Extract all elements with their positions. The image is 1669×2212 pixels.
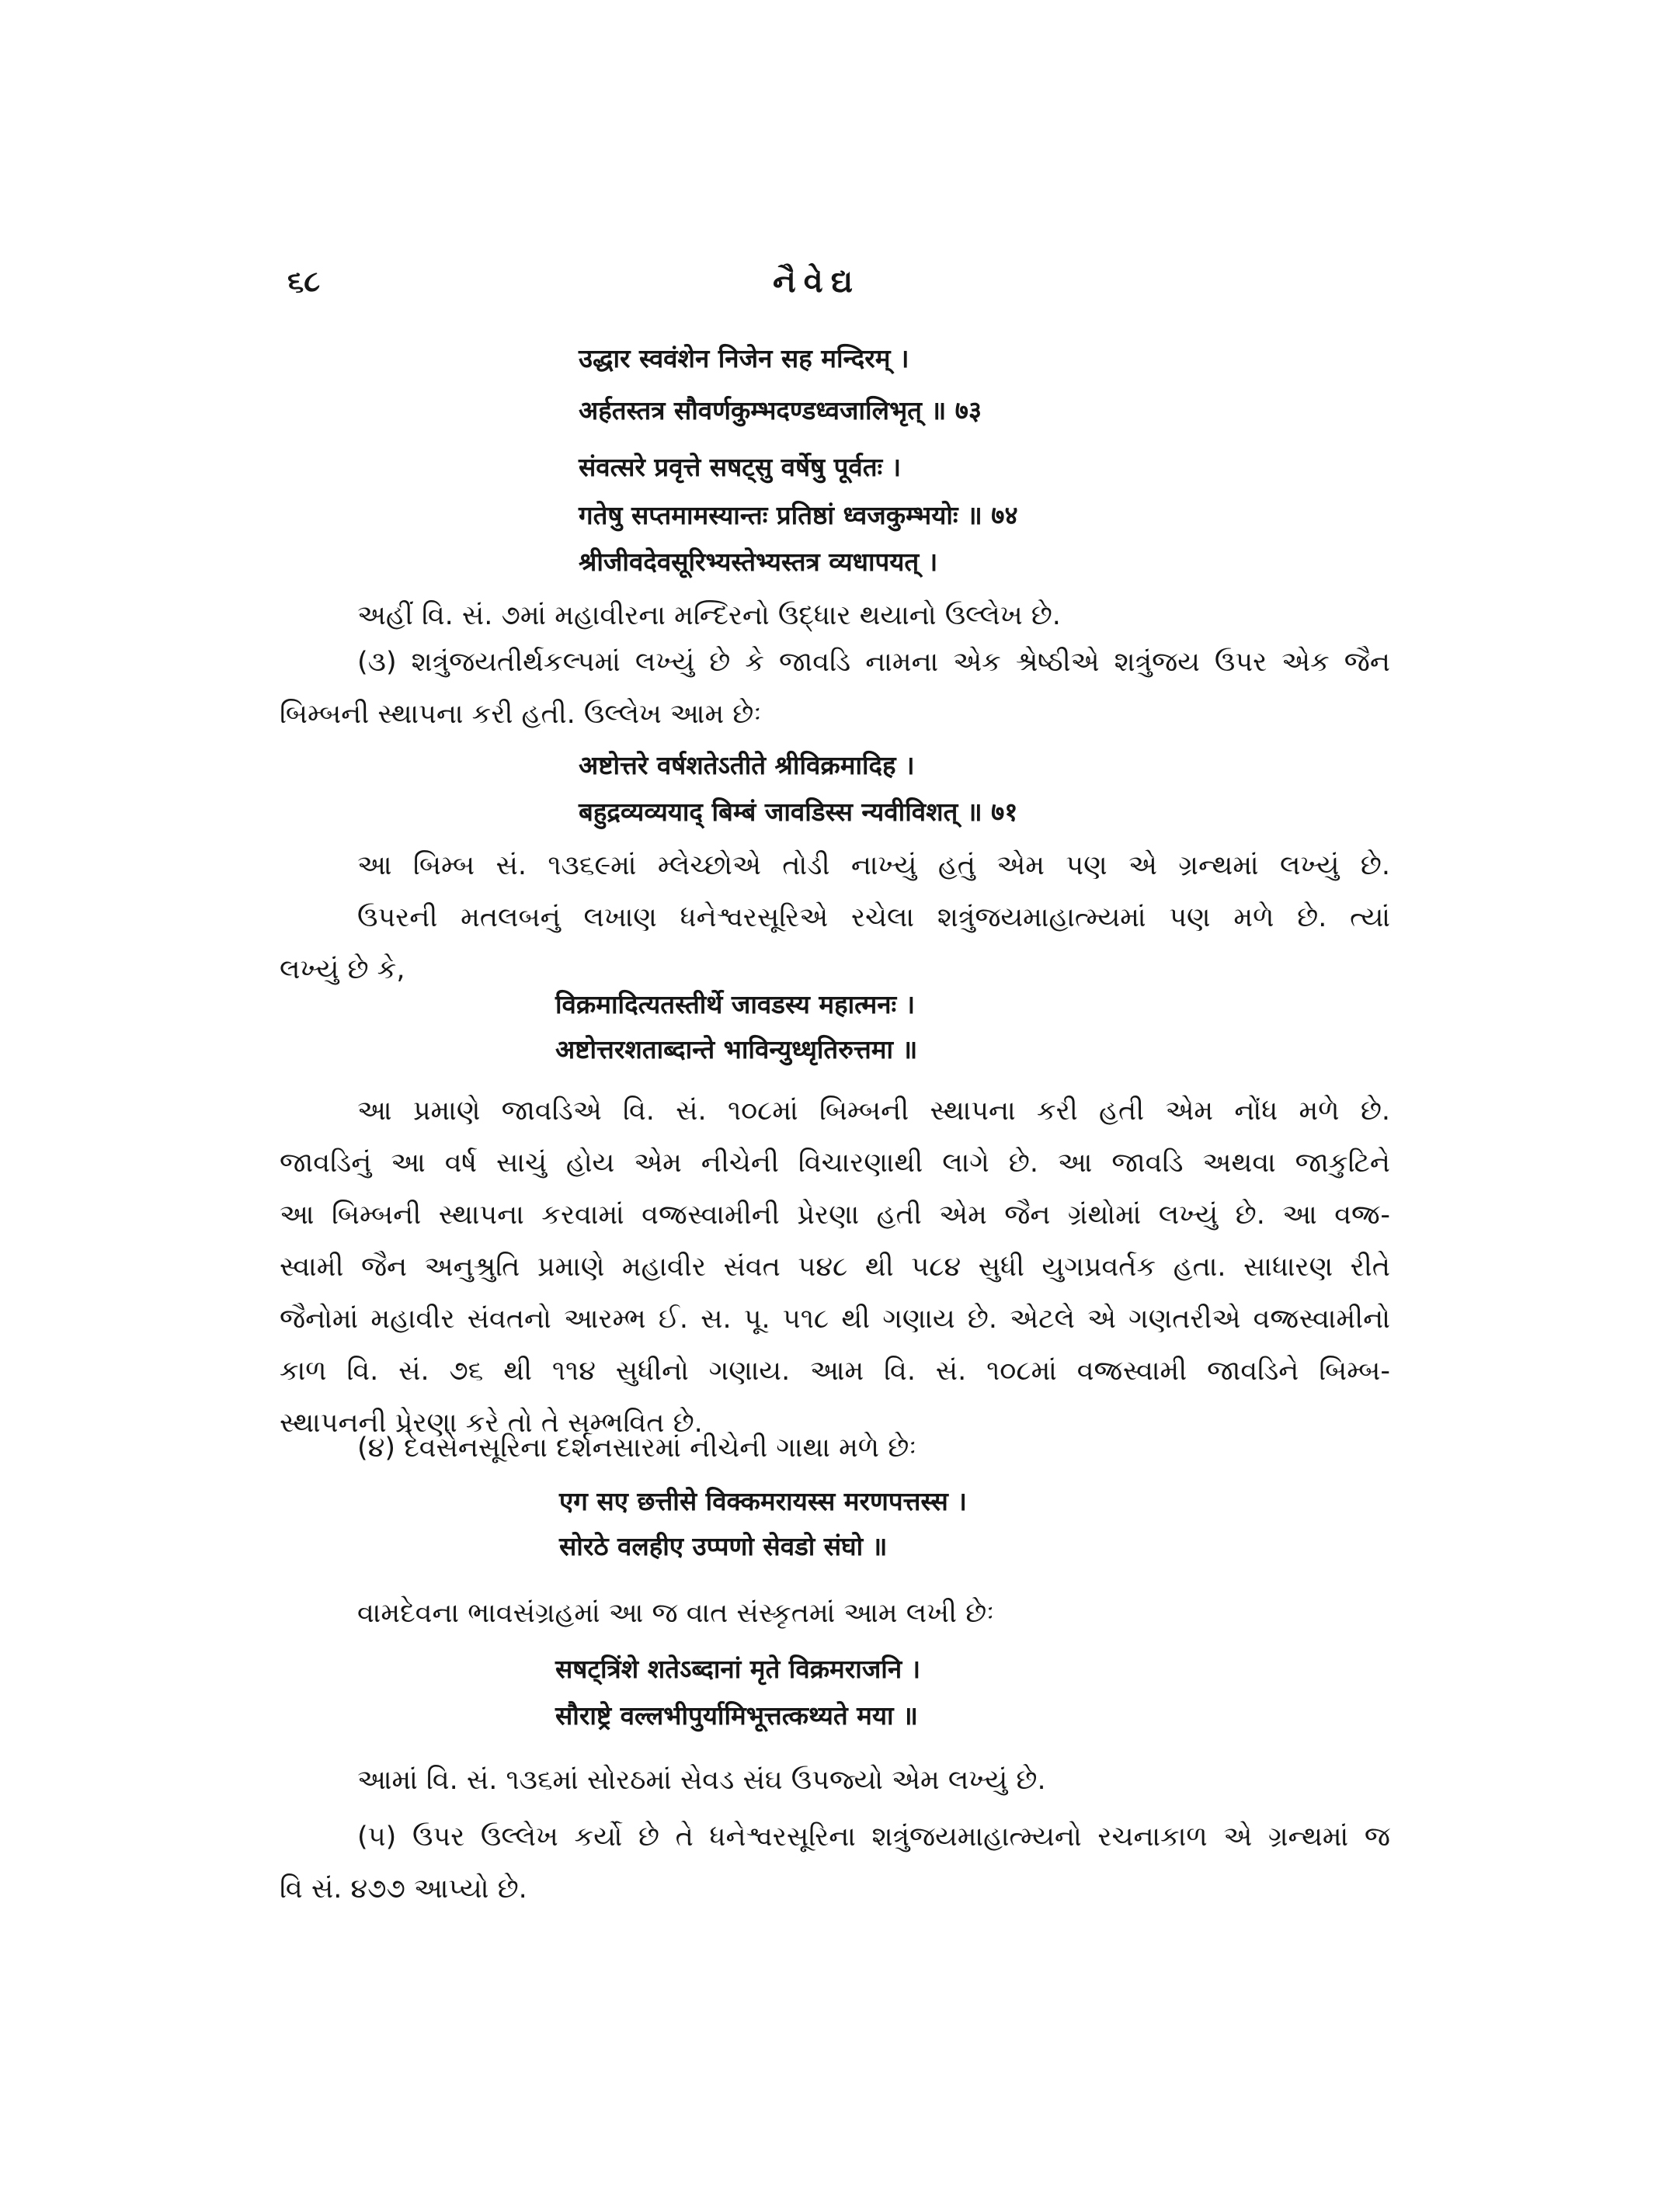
verse-line: विक्रमादित्यतस्तीर्थे जावडस्य महात्मनः । (555, 989, 916, 1019)
paragraph-line: (૩) શત્રુંજયતીર્થકલ્પમાં લખ્યું છે કે જાવડિ નામના એક શ્રેષ્ઠીએ શત્રુંજય ઉપર એક જૈન (357, 647, 1390, 678)
paragraph-line: ઉપરની મતલબનું લખાણ ધનેશ્વરસૂરિએ રચેલા શત્રુંજયમાહાત્મ્યમાં પણ મળે છે. ત્યાં (357, 902, 1390, 933)
paragraph-line: અહીં વિ. સં. ૭માં મહાવીરના મન્દિરનો ઉદ્ધાર થયાનો ઉલ્લેખ છે. (357, 600, 1061, 631)
verse-line: बहुद्रव्यव्ययाद् बिम्बं जावडिस्स न्यवीविशत् ॥ ७१ (579, 797, 1018, 827)
verse-line: अर्हतस्तत्र सौवर्णकुम्भदण्डध्वजालिभृत् ॥ ७३ (579, 395, 982, 425)
paragraph-line: કાળ વિ. સં. ૭૬ થી ૧૧૪ સુધીનો ગણાય. આમ વિ. સં. ૧૦૮માં વજ્રસ્વામી જાવડિને બિમ્બ- (280, 1356, 1390, 1387)
paragraph-line: (૫) ઉપર ઉલ્લેખ કર્યો છે તે ધનેશ્વરસૂરિના શત્રુંજયમાહાત્મ્યનો રચનાકાળ એ ગ્રન્થમાં જ (357, 1821, 1390, 1853)
paragraph-2 (280, 637, 1390, 741)
paragraph-line: સ્થાપનની પ્રેરણા કરે તો તે સમ્ભવિત છે. (280, 1408, 703, 1439)
paragraph-line: આ પ્રમાણે જાવડિએ વિ. સં. ૧૦૮માં બિમ્બની સ્થાપના કરી હતી એમ નોંધ મળે છે. (357, 1096, 1390, 1127)
verse-line: एग सए छत्तीसे विक्कमरायस्स मरणपत्तस्स । (559, 1486, 967, 1516)
verse-line: श्रीजीवदेवसूरिभ्यस्तेभ्यस्तत्र व्यधापयत् । (579, 547, 938, 577)
paragraph-8 (280, 1811, 1390, 1915)
paragraph-line: બિમ્બની સ્થાપના કરી હતી. ઉલ્લેખ આમ છેઃ (280, 699, 762, 730)
paragraph-3 (280, 840, 1390, 996)
verse-line: गतेषु सप्तमामस्यान्तः प्रतिष्ठां ध्वजकुम्भयोः ॥ ७४ (579, 500, 1018, 530)
verse-line: अष्टोत्तरे वर्षशतेऽतीते श्रीविक्रमादिह । (579, 750, 915, 780)
paragraph-line: જૈનોમાં મહાવીર સંવતનો આરમ્ભ ઈ. સ. પૂ. ૫૧૮ થી ગણાય છે. એટલે એ ગણતરીએ વજ્રસ્વામીનો (280, 1304, 1390, 1335)
verse-line: सषट्त्रिंशे शतेऽब्दानां मृते विक्रमराजनि । (555, 1654, 921, 1684)
paragraph-4 (280, 1085, 1390, 1450)
paragraph-line: વામદેવના ભાવસંગ્રહમાં આ જ વાત સંસ્કૃતમાં આમ લખી છેઃ (357, 1598, 995, 1629)
verse-line: सोरठे वलहीए उप्पणो सेवडो संघो ॥ (559, 1531, 888, 1561)
paragraph-7 (280, 1755, 1390, 1807)
verse-line: अष्टोत्तरशताब्दान्ते भाविन्युध्धृतिरुत्तमा ॥ (555, 1034, 918, 1064)
paragraph-line: જાવડિનું આ વર્ષ સાચું હોય એમ નીચેની વિચારણાથી લાગે છે. આ જાવડિ અથવા જાકુટિને (280, 1148, 1390, 1179)
paragraph-1 (280, 590, 1390, 642)
verse-line: सौराष्ट्रे वल्लभीपुर्यामिभूत्तत्कथ्यते मया ॥ (555, 1700, 918, 1731)
paragraph-line: આમાં વિ. સં. ૧૩૬માં સોરઠમાં સેવડ સંઘ ઉપજ્યો એમ લખ્યું છે. (357, 1765, 1046, 1796)
verse-line: संवत्सरे प्रवृत्ते सषट्सु वर्षेषु पूर्वतः । (579, 452, 902, 482)
running-title: નૈવેદ્ય (773, 264, 861, 300)
page-number: ૬૮ (287, 264, 321, 298)
paragraph-line: આ બિમ્બ સં. ૧૩૬૯માં મ્લેચ્છોએ તોડી નાખ્યું હતું એમ પણ એ ગ્રન્થમાં લખ્યું છે. (357, 850, 1390, 881)
paragraph-6 (280, 1588, 1390, 1640)
paragraph-line: (૪) દેવસેનસૂરિના દર્શનસારમાં નીચેની ગાથા મળે છેઃ (357, 1432, 917, 1464)
verse-line: उद्धार स्ववंशेन निजेन सह मन्दिरम् । (579, 343, 909, 373)
paragraph-line: આ બિમ્બની સ્થાપના કરવામાં વજ્રસ્વામીની પ્રેરણા હતી એમ જૈન ગ્રંથોમાં લખ્યું છે. આ વજ્ર- (280, 1200, 1390, 1231)
paragraph-line: લખ્યું છે કે, (280, 954, 405, 985)
paragraph-line: સ્વામી જૈન અનુશ્રુતિ પ્રમાણે મહાવીર સંવત ૫૪૮ થી ૫૮૪ સુધી યુગપ્રવર્તક હતા. સાધારણ રીતે (280, 1252, 1390, 1283)
paragraph-5 (280, 1422, 1390, 1474)
page-header (0, 264, 1669, 311)
paragraph-line: વિ સં. ૪૭૭ આપ્યો છે. (280, 1873, 527, 1905)
